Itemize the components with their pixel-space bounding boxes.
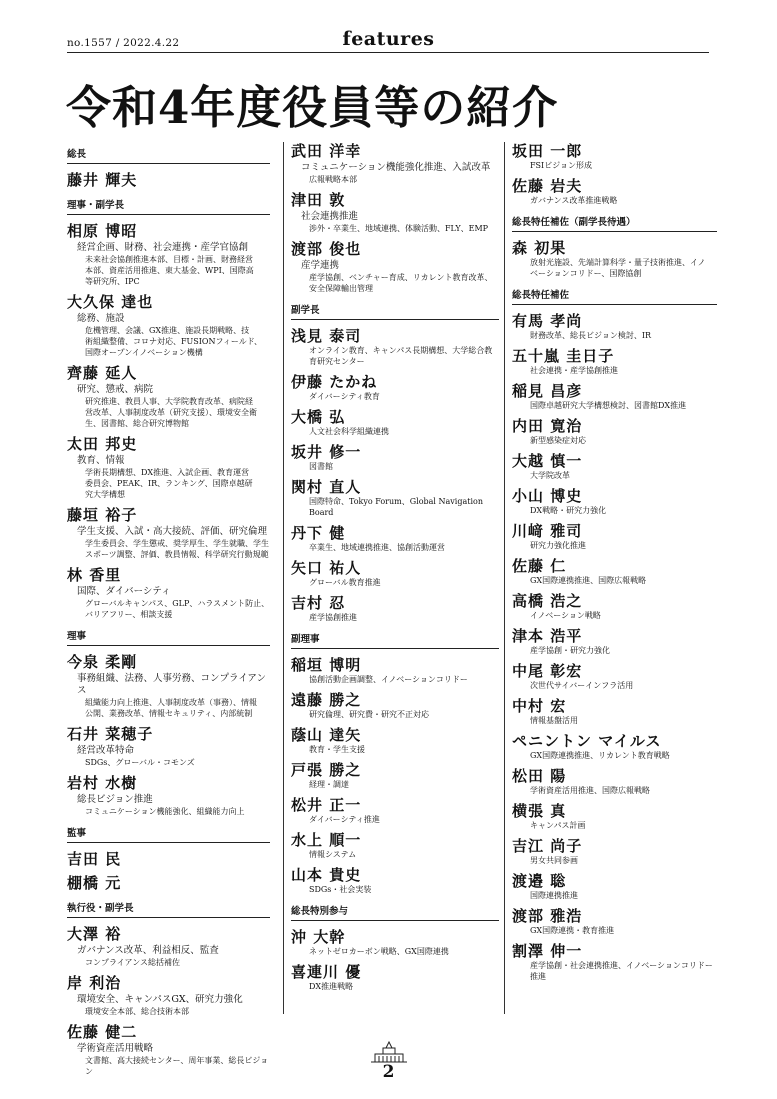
issue-info: no.1557 / 2022.4.22 [67,37,180,49]
officer-entry [512,767,717,796]
officer-name: 武田 洋幸 [291,142,362,160]
officer-role: 国際、ダイバーシティ [77,586,171,597]
officer-duties: 次世代サイバーインフラ活用 [530,681,634,690]
officer-name: 松井 正一 [291,796,362,814]
section-heading: 理事・副学長 [67,195,270,215]
officer-name: 石井 菜穂子 [67,725,154,743]
officer-name: 佐藤 健二 [67,1023,138,1041]
officer-name: 棚橋 元 [67,874,122,892]
officer-duties: 危機管理、会議、GX推進、施設長期戦略、技 術組織整備、コロナ対応、FUSIONフィールド、 国際オープンイノベーション機構 [85,326,262,357]
officer-name: 大澤 裕 [67,925,122,943]
officer-name: 戸張 勝之 [291,761,362,779]
officer-entry [67,850,270,868]
officer-duties: 未来社会協創推進本部、目標・計画、財務経営 本部、資産活用推進、東大基金、WPI、国際高 等研究所、IPC [85,255,254,286]
officer-name: 津田 敦 [291,191,346,209]
section-title: features [342,28,435,50]
officer-entry [67,222,270,287]
officer-duties: 研究推進、教員人事、大学院教育改革、病院経 営改革、人事制度改革（研究支援）、環境安全衛 生、図書館、総合研究博物館 [85,397,257,428]
officer-entry [512,177,717,206]
officer-name: 坂田 一郎 [512,142,583,160]
officer-entry [67,171,270,189]
officer-role: 経営企画、財務、社会連携・産学官協創 [77,242,249,253]
officer-role: コミュニケーション機能強化推進、入試改革 [301,162,491,173]
officer-duties: 人文社会科学組織連携 [309,427,389,436]
officer-name: 森 初果 [512,239,567,257]
officer-duties: 国際連携推進 [530,891,578,900]
officer-name: 岸 利治 [67,974,122,992]
officer-entry [512,697,717,726]
officer-duties: 男女共同参画 [530,856,578,865]
officer-entry [512,662,717,691]
officer-entry [291,761,499,790]
officer-entry [67,653,270,719]
officer-duties: オンライン教育、キャンパス長期構想、大学総合教 育研究センター [309,346,493,366]
officer-duties: 渉外・卒業生、地域連携、体験活動、FLY、EMP [309,224,489,233]
officer-duties: 社会連携・産学協創推進 [530,366,618,375]
officer-entry [512,239,717,279]
officer-entry [291,866,499,895]
officer-duties: SDGs・社会実装 [309,885,372,894]
officer-duties: GX国際連携推進、リカレント教育戦略 [530,751,670,760]
officer-name: 川﨑 雅司 [512,522,583,540]
officer-duties: DX戦略・研究力強化 [530,506,607,515]
officer-duties: DX推進戦略 [309,982,354,991]
officer-entry [291,191,499,234]
officer-entry [67,874,270,892]
officer-entry [512,452,717,481]
officer-entry [67,364,270,429]
officer-name: 関村 直人 [291,478,362,496]
officer-duties: 文書館、高大接続センター、周年事業、総長ビジョン [85,1056,269,1076]
officer-entry [512,837,717,866]
officer-name: 小山 博史 [512,487,583,505]
officer-name: 佐藤 仁 [512,557,567,575]
officer-entry [291,796,499,825]
officer-entry [512,382,717,411]
officer-entry [512,907,717,936]
officer-duties: 組織能力向上推進、人事制度改革（事務）、情報 公開、業務改革、情報セキュリティ、内部統制 [85,698,257,718]
officer-entry [67,774,270,817]
officer-name: 沖 大幹 [291,928,346,946]
officer-name: 中尾 彰宏 [512,662,583,680]
officer-name: 齊藤 延人 [67,364,138,382]
officer-entry [67,506,270,560]
section-heading: 総長特任補佐（副学長待遇） [512,212,717,232]
officer-entry [67,925,270,968]
officer-duties: 研究力強化推進 [530,541,586,550]
officer-role: 環境安全、キャンパスGX、研究力強化 [77,994,243,1005]
officer-entry [291,373,499,402]
section-heading: 監事 [67,823,270,843]
officer-duties: 財務改革、総長ビジョン検討、IR [530,331,652,340]
officer-role: 教育、情報 [77,455,125,466]
officer-entry [512,312,717,341]
officer-name: 吉村 忍 [291,594,346,612]
officer-entry [512,942,717,982]
officer-entry [67,293,270,358]
officer-entry [291,478,499,518]
officer-duties: 産学協創・研究力強化 [530,646,610,655]
officer-duties: 新型感染症対応 [530,436,586,445]
officer-duties: FSIビジョン形成 [530,161,593,170]
section-heading: 副学長 [291,300,499,320]
section-heading: 副理事 [291,629,499,649]
column-2 [283,142,499,1014]
officer-name: 中村 宏 [512,697,567,715]
section-heading: 総長特任補佐 [512,285,717,305]
officer-name: 岩村 水樹 [67,774,138,792]
officer-name: 渡部 俊也 [291,240,362,258]
officer-duties: 情報基盤活用 [530,716,578,725]
officer-duties: グローバル教育推進 [309,578,381,587]
officer-role: 社会連携推進 [301,211,359,222]
officer-duties: 大学院改革 [530,471,570,480]
officer-entry [512,872,717,901]
officer-duties: 産学協創推進 [309,613,357,622]
officer-duties: ガバナンス改革推進戦略 [530,196,618,205]
officer-role: 総長ビジョン推進 [77,794,153,805]
officer-entry [512,627,717,656]
section-heading: 執行役・副学長 [67,898,270,918]
officer-duties: 卒業生、地域連携推進、協創活動運営 [309,543,445,552]
officer-name: 大久保 達也 [67,293,154,311]
officer-name: 内田 寛治 [512,417,583,435]
officer-duties: グローバルキャンパス、GLP、ハラスメント防止、 バリアフリー、相談支援 [85,599,270,619]
officer-name: 浅見 泰司 [291,327,362,345]
officer-duties: 環境安全本部、総合技術本部 [85,1007,189,1016]
officer-name: 大橋 弘 [291,408,346,426]
officer-duties: 広報戦略本部 [309,175,357,184]
officer-role: 産学連携 [301,260,340,271]
officer-entry [291,240,499,294]
officer-duties: ネットゼロカーボン戦略、GX国際連携 [309,947,449,956]
officer-name: 渡邉 聡 [512,872,567,890]
officer-duties: SDGs、グローバル・コモンズ [85,758,195,767]
section-heading: 総長 [67,144,270,164]
officer-duties: 国際特命、Tokyo Forum、Global Navigation Board [309,497,483,517]
officer-entry [291,726,499,755]
officer-entry [512,732,717,761]
officer-duties: ダイバーシティ推進 [309,815,380,824]
officer-name: 丹下 健 [291,524,346,542]
officer-role: 総務、施設 [77,313,125,324]
officer-entry [291,963,499,992]
officer-name: 矢口 祐人 [291,559,362,577]
officer-entry [512,802,717,831]
page-number: 2 [382,1062,395,1082]
officer-duties: 学術資産活用推進、国際広報戦略 [530,786,650,795]
officer-entry [291,408,499,437]
officer-name: 稲垣 博明 [291,656,362,674]
officer-role: 学生支援、入試・高大接続、評価、研究倫理 [77,526,268,537]
officer-name: 相原 博昭 [67,222,138,240]
officer-entry [291,443,499,472]
officer-name: 伊藤 たかね [291,373,378,391]
officer-entry [512,417,717,446]
officer-duties: 学生委員会、学生懲戒、奨学厚生、学生就職、学生 スポーツ調整、評価、教員情報、科学研究行動規範 [85,539,269,559]
officer-entry [291,142,499,185]
officer-name: 津本 浩平 [512,627,583,645]
officer-name: 喜連川 優 [291,963,362,981]
officer-duties: コンプライアンス総括補佐 [85,958,180,967]
officer-name: 太田 邦史 [67,435,138,453]
officer-name: 割澤 伸一 [512,942,583,960]
officer-duties: 学術長期構想、DX推進、入試企画、教育運営 委員会、PEAK、IR、ランキング、国際卓越研 究大学構想 [85,468,253,499]
officer-entry [67,974,270,1017]
officer-name: 松田 陽 [512,767,567,785]
officer-duties: 協創活動企画調整、イノベーションコリドー [309,675,468,684]
officer-name: 大越 慎一 [512,452,583,470]
officer-entry [291,656,499,685]
officer-name: 吉江 尚子 [512,837,583,855]
officer-role: 研究、懲戒、病院 [77,384,154,395]
officer-duties: 国際卓越研究大学構想検討、図書館DX推進 [530,401,687,410]
officer-entry [512,487,717,516]
officer-name: 五十嵐 圭日子 [512,347,615,365]
officer-entry [291,831,499,860]
column-1 [67,138,270,1083]
officer-name: ペニントン マイルス [512,732,662,750]
officer-entry [512,592,717,621]
officer-duties: コミュニケーション機能強化、組織能力向上 [85,807,245,816]
officer-duties: イノベーション戦略 [530,611,601,620]
officer-name: 藤井 輝夫 [67,171,138,189]
officer-name: 藤垣 裕子 [67,506,138,524]
officer-entry [67,435,270,500]
officer-name: 林 香里 [67,566,122,584]
officer-duties: 研究倫理、研究費・研究不正対応 [309,710,429,719]
officer-entry [291,327,499,367]
officer-name: 今泉 柔剛 [67,653,138,671]
page-title: 令和4年度役員等の紹介 [66,81,559,134]
officer-name: 有馬 孝尚 [512,312,583,330]
officer-name: 山本 貴史 [291,866,362,884]
officer-name: 稲見 昌彦 [512,382,583,400]
officer-name: 吉田 民 [67,850,122,868]
officer-duties: 図書館 [309,462,333,471]
section-heading: 理事 [67,626,270,646]
officer-name: 遠藤 勝之 [291,691,362,709]
officer-duties: 産学協創・社会連携推進、イノベーションコリドー推進 [530,961,713,981]
officer-entry [291,524,499,553]
officer-duties: 産学協創、ベンチャー育成、リカレント教育改革、 安全保障輸出管理 [309,273,493,293]
officer-entry [291,691,499,720]
officer-entry [512,142,717,171]
officer-role: ガバナンス改革、利益相反、監査 [77,945,219,956]
officer-duties: 経理・調達 [309,780,349,789]
officer-duties: 放射光施設、先端計算科学・量子技術推進、イノ ベーションコリドー、国際協創 [530,258,706,278]
officer-duties: キャンパス計画 [530,821,586,830]
officer-name: 佐藤 岩夫 [512,177,583,195]
section-heading: 総長特別参与 [291,901,499,921]
officer-entry [512,347,717,376]
officer-entry [67,725,270,768]
officer-name: 坂井 修一 [291,443,362,461]
university-logo-icon [369,1040,409,1064]
officer-entry [291,928,499,957]
officer-duties: 教育・学生支援 [309,745,365,754]
officer-name: 蔭山 達矢 [291,726,362,744]
header-rule [67,52,709,53]
officer-entry [291,559,499,588]
officer-duties: GX国際連携・教育推進 [530,926,615,935]
officer-duties: 情報システム [309,850,357,859]
officer-duties: GX国際連携推進、国際広報戦略 [530,576,647,585]
officer-name: 渡部 雅浩 [512,907,583,925]
officer-entry [67,566,270,620]
officer-entry [512,522,717,551]
officer-role: 学術資産活用戦略 [77,1043,154,1054]
officer-entry [291,594,499,623]
officer-name: 高橋 浩之 [512,592,583,610]
column-3 [504,142,717,1014]
officer-name: 横張 真 [512,802,567,820]
officer-entry [512,557,717,586]
officer-duties: ダイバーシティ教育 [309,392,380,401]
officer-role: 事務組織、法務、人事労務、コンプライアンス [77,673,267,696]
officer-role: 経営改革特命 [77,745,135,756]
officer-name: 水上 順一 [291,831,362,849]
